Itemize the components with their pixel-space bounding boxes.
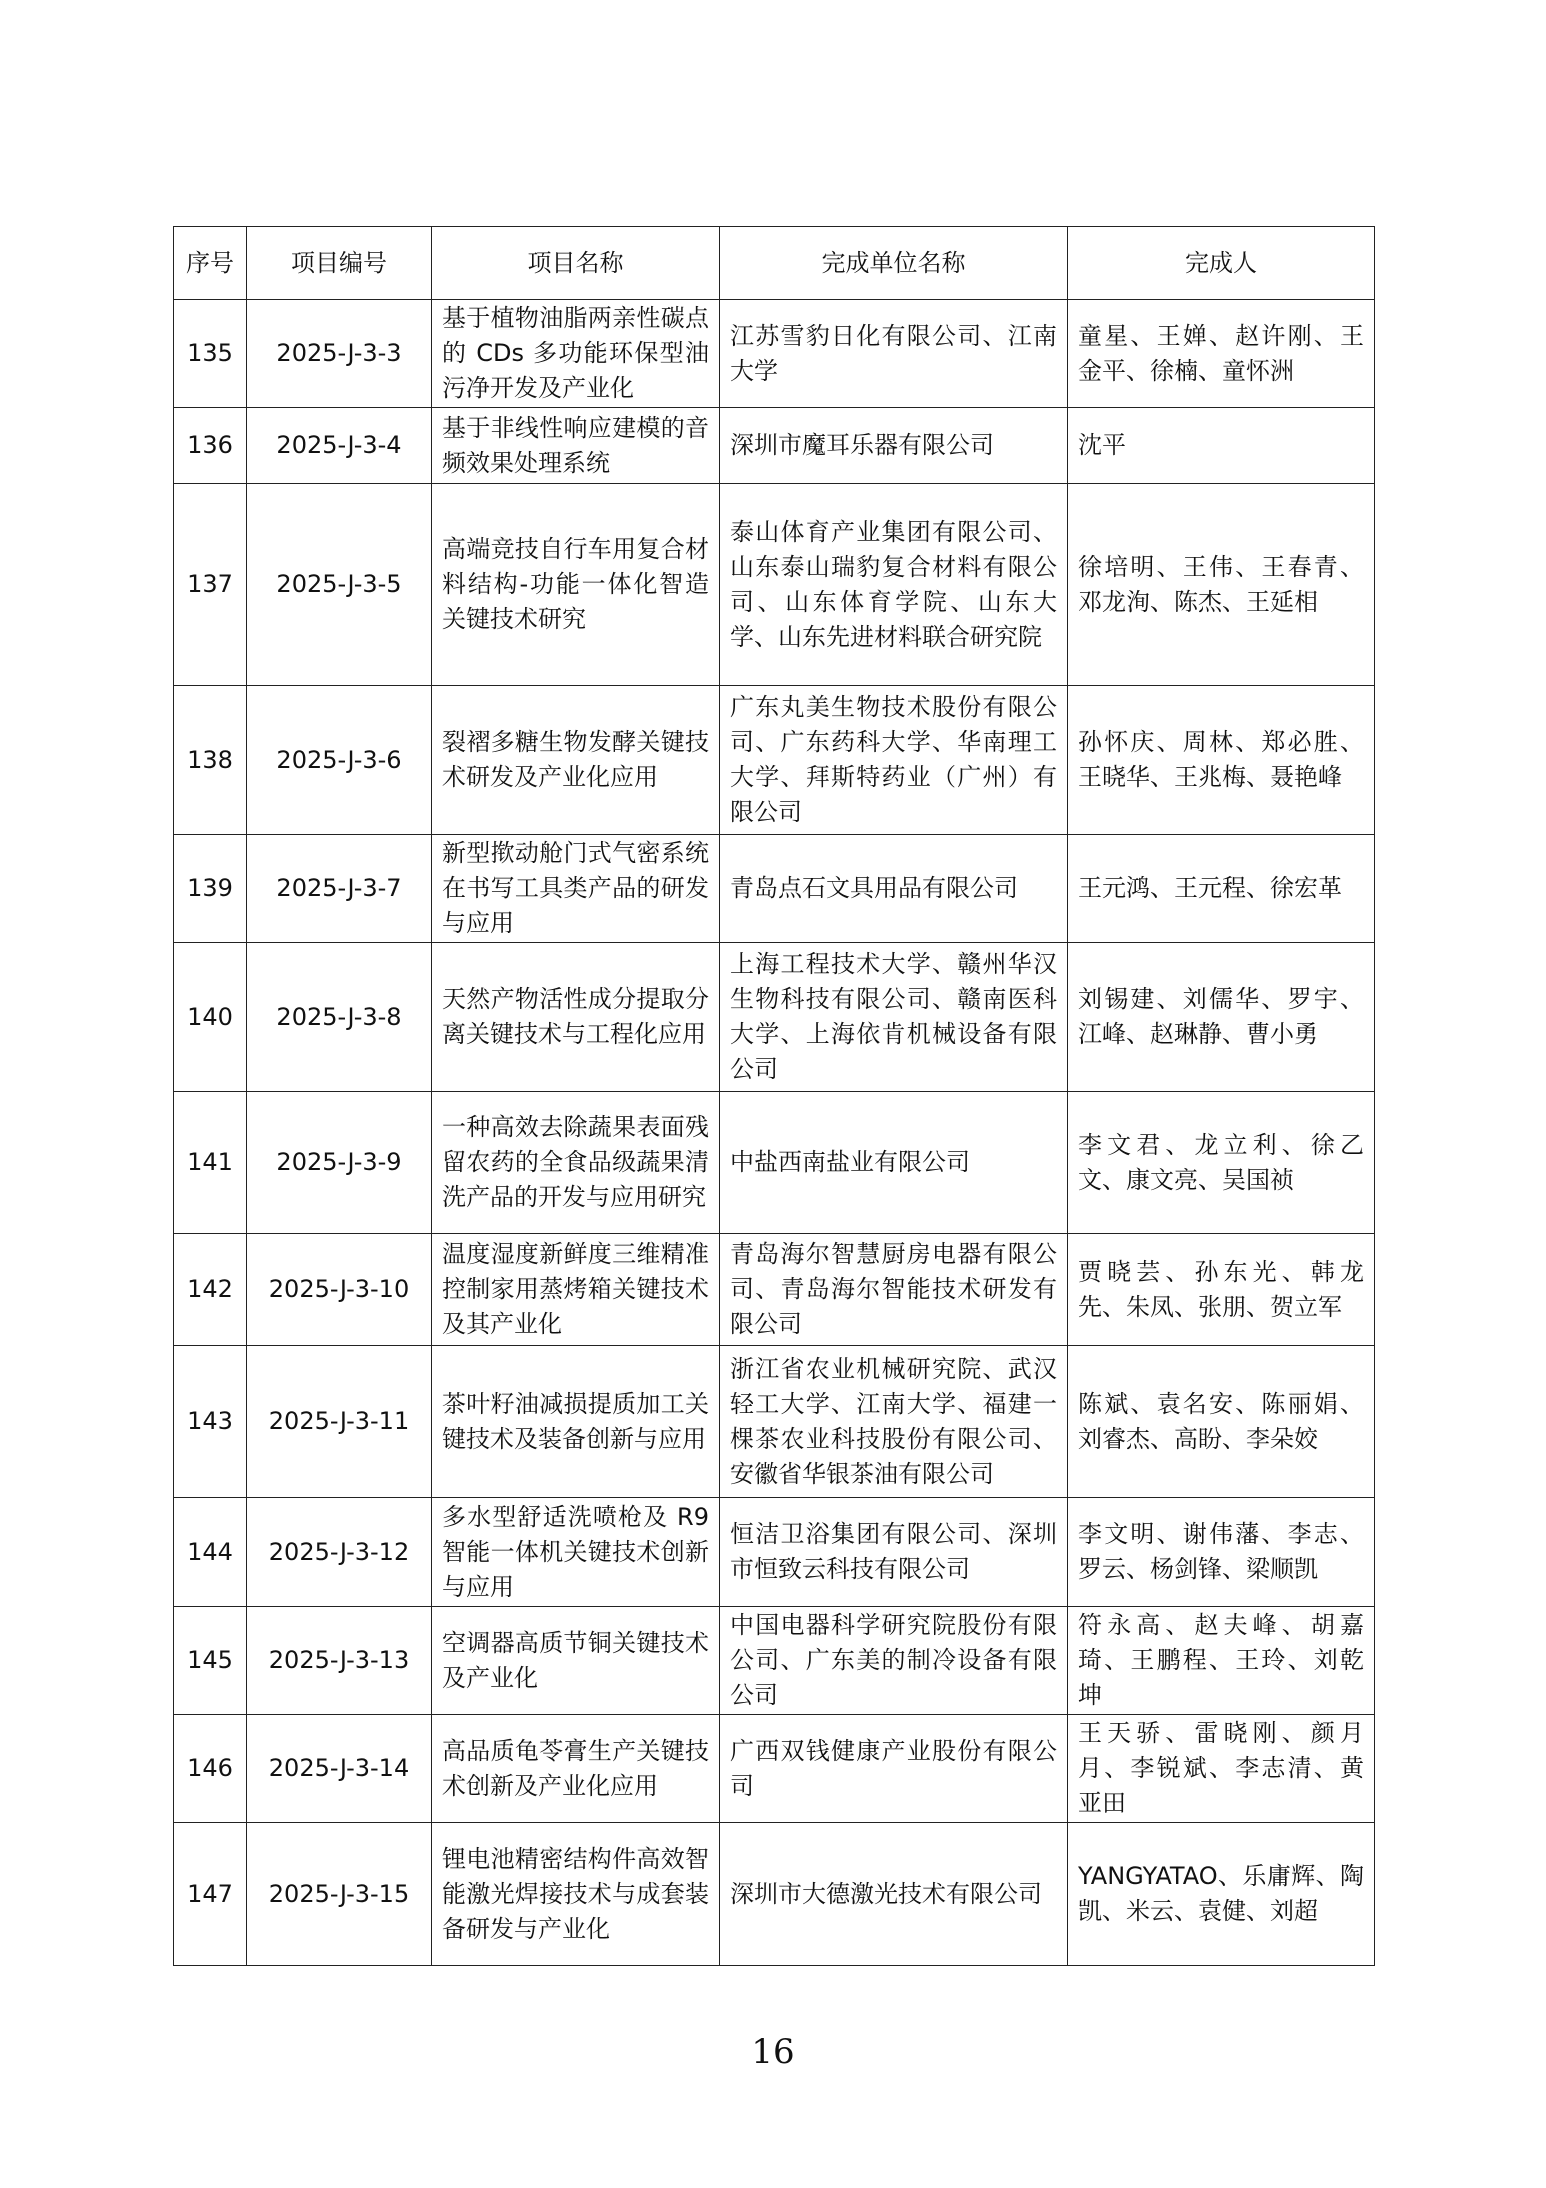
cell-persons: 沈平 <box>1068 408 1375 484</box>
cell-seq: 139 <box>174 835 247 943</box>
table-row <box>174 1498 1375 1607</box>
cell-code: 2025-J-3-14 <box>247 1715 432 1823</box>
cell-persons: 符永高、赵夫峰、胡嘉琦、王鹏程、王玲、刘乾坤 <box>1068 1607 1375 1715</box>
header-row <box>174 227 1375 300</box>
cell-code: 2025-J-3-7 <box>247 835 432 943</box>
cell-unit: 江苏雪豹日化有限公司、江南大学 <box>720 300 1068 408</box>
cell-name: 天然产物活性成分提取分离关键技术与工程化应用 <box>432 943 720 1092</box>
cell-seq: 143 <box>174 1346 247 1498</box>
cell-name: 高端竞技自行车用复合材料结构-功能一体化智造关键技术研究 <box>432 484 720 686</box>
cell-seq: 138 <box>174 686 247 835</box>
cell-persons: 徐培明、王伟、王春青、邓龙洵、陈杰、王延相 <box>1068 484 1375 686</box>
cell-code: 2025-J-3-10 <box>247 1234 432 1346</box>
table-row <box>174 484 1375 686</box>
cell-seq: 146 <box>174 1715 247 1823</box>
table-row <box>174 1823 1375 1966</box>
header-unit: 完成单位名称 <box>720 227 1068 300</box>
cell-unit: 恒洁卫浴集团有限公司、深圳市恒致云科技有限公司 <box>720 1498 1068 1607</box>
table-row <box>174 943 1375 1092</box>
table-row <box>174 1346 1375 1498</box>
header-seq: 序号 <box>174 227 247 300</box>
cell-unit: 青岛海尔智慧厨房电器有限公司、青岛海尔智能技术研发有限公司 <box>720 1234 1068 1346</box>
cell-persons: 贾晓芸、孙东光、韩龙先、朱凤、张朋、贺立军 <box>1068 1234 1375 1346</box>
cell-code: 2025-J-3-5 <box>247 484 432 686</box>
cell-code: 2025-J-3-3 <box>247 300 432 408</box>
table-row <box>174 1607 1375 1715</box>
page-number: 16 <box>751 2032 795 2072</box>
table-row <box>174 835 1375 943</box>
table-row <box>174 300 1375 408</box>
cell-name: 多水型舒适洗喷枪及 R9 智能一体机关键技术创新与应用 <box>432 1498 720 1607</box>
header-code: 项目编号 <box>247 227 432 300</box>
cell-name: 高品质龟苓膏生产关键技术创新及产业化应用 <box>432 1715 720 1823</box>
cell-unit: 深圳市大德激光技术有限公司 <box>720 1823 1068 1966</box>
table-header <box>174 227 1375 300</box>
cell-unit: 深圳市魔耳乐器有限公司 <box>720 408 1068 484</box>
cell-name: 裂褶多糖生物发酵关键技术研发及产业化应用 <box>432 686 720 835</box>
cell-seq: 142 <box>174 1234 247 1346</box>
cell-code: 2025-J-3-9 <box>247 1092 432 1234</box>
cell-name: 新型揿动舱门式气密系统在书写工具类产品的研发与应用 <box>432 835 720 943</box>
cell-unit: 上海工程技术大学、赣州华汉生物科技有限公司、赣南医科大学、上海依肯机械设备有限公司 <box>720 943 1068 1092</box>
cell-seq: 145 <box>174 1607 247 1715</box>
cell-unit: 广东丸美生物技术股份有限公司、广东药科大学、华南理工大学、拜斯特药业（广州）有限公司 <box>720 686 1068 835</box>
cell-name: 空调器高质节铜关键技术及产业化 <box>432 1607 720 1715</box>
cell-seq: 135 <box>174 300 247 408</box>
table-row <box>174 408 1375 484</box>
cell-unit: 中国电器科学研究院股份有限公司、广东美的制冷设备有限公司 <box>720 1607 1068 1715</box>
table-row <box>174 1234 1375 1346</box>
cell-unit: 青岛点石文具用品有限公司 <box>720 835 1068 943</box>
cell-code: 2025-J-3-11 <box>247 1346 432 1498</box>
cell-code: 2025-J-3-12 <box>247 1498 432 1607</box>
table-body <box>174 300 1375 1966</box>
cell-name: 基于非线性响应建模的音频效果处理系统 <box>432 408 720 484</box>
cell-persons: 刘锡建、刘儒华、罗宇、江峰、赵琳静、曹小勇 <box>1068 943 1375 1092</box>
cell-persons: 王元鸿、王元程、徐宏革 <box>1068 835 1375 943</box>
cell-code: 2025-J-3-4 <box>247 408 432 484</box>
cell-code: 2025-J-3-6 <box>247 686 432 835</box>
cell-name: 一种高效去除蔬果表面残留农药的全食品级蔬果清洗产品的开发与应用研究 <box>432 1092 720 1234</box>
cell-code: 2025-J-3-15 <box>247 1823 432 1966</box>
cell-seq: 141 <box>174 1092 247 1234</box>
table-row <box>174 1715 1375 1823</box>
table-row <box>174 686 1375 835</box>
cell-code: 2025-J-3-13 <box>247 1607 432 1715</box>
header-name: 项目名称 <box>432 227 720 300</box>
cell-name: 基于植物油脂两亲性碳点的 CDs 多功能环保型油污净开发及产业化 <box>432 300 720 408</box>
cell-name: 茶叶籽油减损提质加工关键技术及装备创新与应用 <box>432 1346 720 1498</box>
cell-name: 锂电池精密结构件高效智能激光焊接技术与成套装备研发与产业化 <box>432 1823 720 1966</box>
cell-seq: 136 <box>174 408 247 484</box>
cell-seq: 140 <box>174 943 247 1092</box>
cell-persons: 孙怀庆、周林、郑必胜、王晓华、王兆梅、聂艳峰 <box>1068 686 1375 835</box>
header-persons: 完成人 <box>1068 227 1375 300</box>
awards-table <box>173 226 1375 1966</box>
cell-unit: 泰山体育产业集团有限公司、山东泰山瑞豹复合材料有限公司、山东体育学院、山东大学、山东先进材料联合研究院 <box>720 484 1068 686</box>
cell-seq: 144 <box>174 1498 247 1607</box>
table-row <box>174 1092 1375 1234</box>
cell-seq: 137 <box>174 484 247 686</box>
cell-persons: 童星、王婵、赵许刚、王金平、徐楠、童怀洲 <box>1068 300 1375 408</box>
cell-unit: 广西双钱健康产业股份有限公司 <box>720 1715 1068 1823</box>
cell-persons: 陈斌、袁名安、陈丽娟、刘睿杰、高盼、李朵姣 <box>1068 1346 1375 1498</box>
cell-persons: 李文明、谢伟藩、李志、罗云、杨剑锋、梁顺凯 <box>1068 1498 1375 1607</box>
cell-unit: 浙江省农业机械研究院、武汉轻工大学、江南大学、福建一棵茶农业科技股份有限公司、安徽省华银茶油有限公司 <box>720 1346 1068 1498</box>
cell-name: 温度湿度新鲜度三维精准控制家用蒸烤箱关键技术及其产业化 <box>432 1234 720 1346</box>
cell-unit: 中盐西南盐业有限公司 <box>720 1092 1068 1234</box>
cell-code: 2025-J-3-8 <box>247 943 432 1092</box>
cell-persons: 李文君、龙立利、徐乙文、康文亮、吴国祯 <box>1068 1092 1375 1234</box>
cell-seq: 147 <box>174 1823 247 1966</box>
cell-persons: YANGYATAO、乐庸辉、陶凯、米云、袁健、刘超 <box>1068 1823 1375 1966</box>
cell-persons: 王天骄、雷晓刚、颜月月、李锐斌、李志清、黄亚田 <box>1068 1715 1375 1823</box>
